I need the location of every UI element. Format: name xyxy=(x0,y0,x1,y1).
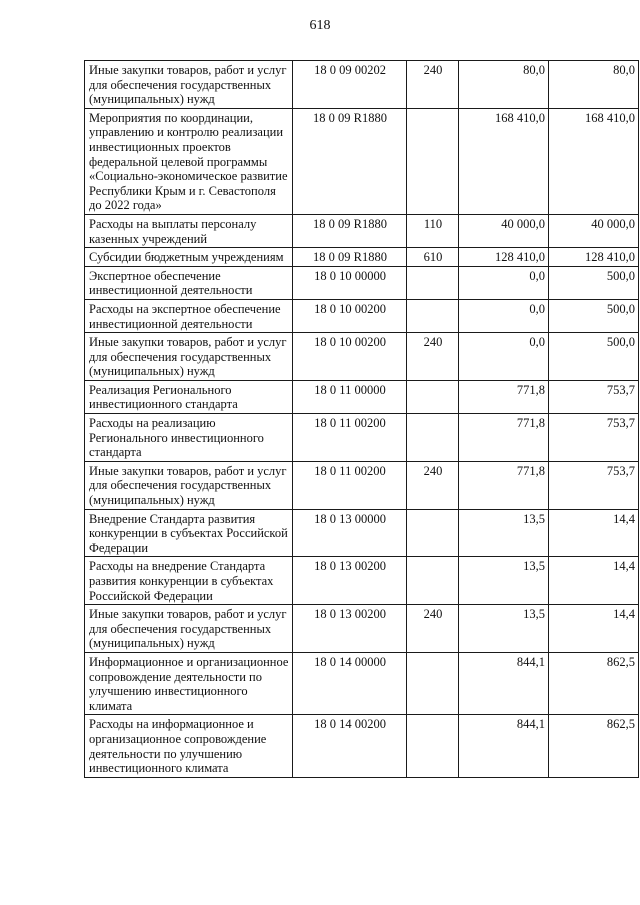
row-name-cell: Информационное и организационное сопровождение деятельности по улучшению инвестиционного климата xyxy=(85,652,293,714)
table-row xyxy=(85,299,639,332)
row-value-1-cell: 80,0 xyxy=(459,61,549,109)
row-code-cell: 18 0 13 00200 xyxy=(293,605,407,653)
row-name-cell: Экспертное обеспечение инвестиционной деятельности xyxy=(85,266,293,299)
row-code-cell: 18 0 14 00000 xyxy=(293,652,407,714)
row-value-1-cell: 13,5 xyxy=(459,605,549,653)
budget-table-body xyxy=(85,61,639,778)
row-value-1-cell: 771,8 xyxy=(459,414,549,462)
table-row xyxy=(85,214,639,247)
row-type-cell: 240 xyxy=(407,461,459,509)
row-value-1-cell: 13,5 xyxy=(459,557,549,605)
row-value-1-cell: 844,1 xyxy=(459,715,549,777)
table-row xyxy=(85,380,639,413)
row-type-cell: 240 xyxy=(407,605,459,653)
row-code-cell: 18 0 09 00202 xyxy=(293,61,407,109)
row-value-2-cell: 14,4 xyxy=(549,605,639,653)
row-value-1-cell: 0,0 xyxy=(459,299,549,332)
row-code-cell: 18 0 10 00200 xyxy=(293,299,407,332)
row-value-2-cell: 14,4 xyxy=(549,509,639,557)
row-name-cell: Расходы на внедрение Стандарта развития конкуренции в субъектах Российской Федерации xyxy=(85,557,293,605)
row-code-cell: 18 0 13 00000 xyxy=(293,509,407,557)
row-value-2-cell: 128 410,0 xyxy=(549,248,639,267)
row-type-cell xyxy=(407,557,459,605)
row-code-cell: 18 0 10 00000 xyxy=(293,266,407,299)
table-row xyxy=(85,414,639,462)
row-type-cell xyxy=(407,380,459,413)
row-value-1-cell: 13,5 xyxy=(459,509,549,557)
row-value-2-cell: 168 410,0 xyxy=(549,108,639,214)
row-value-2-cell: 14,4 xyxy=(549,557,639,605)
row-value-2-cell: 40 000,0 xyxy=(549,214,639,247)
table-row xyxy=(85,61,639,109)
row-value-2-cell: 500,0 xyxy=(549,266,639,299)
row-code-cell: 18 0 09 R1880 xyxy=(293,248,407,267)
row-value-1-cell: 844,1 xyxy=(459,652,549,714)
row-type-cell: 240 xyxy=(407,333,459,381)
row-type-cell xyxy=(407,414,459,462)
row-value-1-cell: 0,0 xyxy=(459,333,549,381)
row-value-2-cell: 753,7 xyxy=(549,414,639,462)
row-value-2-cell: 500,0 xyxy=(549,299,639,332)
row-value-2-cell: 753,7 xyxy=(549,380,639,413)
row-value-2-cell: 862,5 xyxy=(549,652,639,714)
row-type-cell xyxy=(407,509,459,557)
row-name-cell: Расходы на экспертное обеспечение инвестиционной деятельности xyxy=(85,299,293,332)
row-name-cell: Расходы на реализацию Регионального инвестиционного стандарта xyxy=(85,414,293,462)
row-name-cell: Иные закупки товаров, работ и услуг для обеспечения государственных (муниципальных) нужд xyxy=(85,605,293,653)
table-row xyxy=(85,715,639,777)
row-value-1-cell: 40 000,0 xyxy=(459,214,549,247)
row-name-cell: Мероприятия по координации, управлению и контролю реализации инвестиционных проектов федеральной целевой программы «Социально-экономическое развитие Республики Крым и г. Севастополя до 2022 года» xyxy=(85,108,293,214)
row-code-cell: 18 0 11 00200 xyxy=(293,461,407,509)
table-row xyxy=(85,248,639,267)
row-type-cell xyxy=(407,266,459,299)
row-code-cell: 18 0 11 00200 xyxy=(293,414,407,462)
row-value-2-cell: 862,5 xyxy=(549,715,639,777)
row-code-cell: 18 0 09 R1880 xyxy=(293,108,407,214)
row-type-cell xyxy=(407,299,459,332)
row-type-cell xyxy=(407,108,459,214)
row-value-1-cell: 128 410,0 xyxy=(459,248,549,267)
row-code-cell: 18 0 14 00200 xyxy=(293,715,407,777)
row-name-cell: Иные закупки товаров, работ и услуг для обеспечения государственных (муниципальных) нужд xyxy=(85,333,293,381)
table-row xyxy=(85,652,639,714)
row-name-cell: Субсидии бюджетным учреждениям xyxy=(85,248,293,267)
row-code-cell: 18 0 13 00200 xyxy=(293,557,407,605)
row-name-cell: Реализация Регионального инвестиционного стандарта xyxy=(85,380,293,413)
table-row xyxy=(85,266,639,299)
row-value-1-cell: 771,8 xyxy=(459,461,549,509)
row-name-cell: Расходы на информационное и организационное сопровождение деятельности по улучшению инвестиционного климата xyxy=(85,715,293,777)
row-type-cell xyxy=(407,652,459,714)
row-value-1-cell: 0,0 xyxy=(459,266,549,299)
row-value-2-cell: 80,0 xyxy=(549,61,639,109)
row-value-1-cell: 771,8 xyxy=(459,380,549,413)
table-row xyxy=(85,461,639,509)
row-type-cell: 240 xyxy=(407,61,459,109)
row-code-cell: 18 0 11 00000 xyxy=(293,380,407,413)
page-number: 618 xyxy=(309,18,331,33)
row-name-cell: Иные закупки товаров, работ и услуг для обеспечения государственных (муниципальных) нужд xyxy=(85,61,293,109)
table-row xyxy=(85,605,639,653)
row-value-1-cell: 168 410,0 xyxy=(459,108,549,214)
row-name-cell: Расходы на выплаты персоналу казенных учреждений xyxy=(85,214,293,247)
row-name-cell: Внедрение Стандарта развития конкуренции в субъектах Российской Федерации xyxy=(85,509,293,557)
row-name-cell: Иные закупки товаров, работ и услуг для обеспечения государственных (муниципальных) нужд xyxy=(85,461,293,509)
table-row xyxy=(85,509,639,557)
row-value-2-cell: 500,0 xyxy=(549,333,639,381)
row-value-2-cell: 753,7 xyxy=(549,461,639,509)
table-row xyxy=(85,333,639,381)
row-type-cell xyxy=(407,715,459,777)
table-row xyxy=(85,557,639,605)
row-type-cell: 610 xyxy=(407,248,459,267)
table-row xyxy=(85,108,639,214)
row-code-cell: 18 0 10 00200 xyxy=(293,333,407,381)
budget-table xyxy=(84,60,639,778)
row-type-cell: 110 xyxy=(407,214,459,247)
row-code-cell: 18 0 09 R1880 xyxy=(293,214,407,247)
